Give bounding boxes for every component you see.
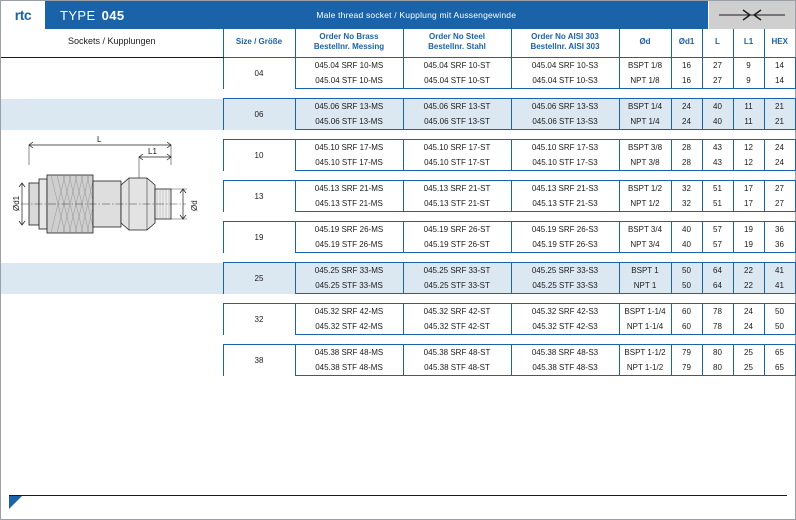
cell-order-brass: 045.38 SRF 48-MS xyxy=(295,345,403,361)
dimension-label-l1: L1 xyxy=(148,147,157,156)
cell-od: NPT 3/8 xyxy=(619,155,671,171)
page-title xyxy=(46,1,124,29)
cell-l1: 9 xyxy=(733,73,764,89)
cell-order-aisi: 045.06 STF 13-S3 xyxy=(511,114,619,130)
row-spacer xyxy=(1,335,795,345)
dimension-label-od1: Ød1 xyxy=(12,195,21,211)
product-drawing xyxy=(11,131,221,261)
cell-order-brass: 045.32 STF 42-MS xyxy=(295,319,403,335)
cell-order-steel: 045.19 STF 26-ST xyxy=(403,237,511,253)
cell-hex: 27 xyxy=(764,181,795,197)
cell-hex: 41 xyxy=(764,263,795,279)
column-header-sockets: Sockets / Kupplungen xyxy=(1,29,223,58)
column-header-size: Size / Größe xyxy=(223,29,295,58)
cell-order-aisi: 045.19 STF 26-S3 xyxy=(511,237,619,253)
cell-order-aisi: 045.06 SRF 13-S3 xyxy=(511,99,619,115)
cell-od: BSPT 1/2 xyxy=(619,181,671,197)
cell-l: 40 xyxy=(702,114,733,130)
cell-order-brass: 045.25 SRF 33-MS xyxy=(295,263,403,279)
cell-l: 78 xyxy=(702,304,733,320)
cell-l: 51 xyxy=(702,181,733,197)
cell-size: 32 xyxy=(223,304,295,335)
cell-od: NPT 1/2 xyxy=(619,196,671,212)
column-header-steel-en: Order No Steel xyxy=(428,32,485,41)
cell-order-aisi: 045.38 STF 48-S3 xyxy=(511,360,619,376)
column-header-l1: L1 xyxy=(733,29,764,58)
cell-l1: 24 xyxy=(733,319,764,335)
cell-od: NPT 1-1/2 xyxy=(619,360,671,376)
cell-order-aisi: 045.32 SRF 42-S3 xyxy=(511,304,619,320)
cell-order-brass: 045.04 STF 10-MS xyxy=(295,73,403,89)
cell-l: 57 xyxy=(702,237,733,253)
cell-size: 19 xyxy=(223,222,295,253)
cell-l: 57 xyxy=(702,222,733,238)
cell-hex: 27 xyxy=(764,196,795,212)
cell-l1: 24 xyxy=(733,304,764,320)
table-row xyxy=(1,99,795,115)
column-header-steel xyxy=(403,29,511,58)
column-header-aisi-en: Order No AISI 303 xyxy=(531,32,599,41)
footer-divider xyxy=(9,495,787,496)
cell-order-aisi: 045.04 SRF 10-S3 xyxy=(511,58,619,74)
flow-direction-icon xyxy=(708,1,795,29)
cell-od1: 79 xyxy=(671,345,702,361)
cell-l1: 11 xyxy=(733,114,764,130)
cell-order-aisi: 045.32 STF 42-S3 xyxy=(511,319,619,335)
column-header-steel-de: Bestellnr. Stahl xyxy=(428,42,486,51)
cell-od: BSPT 1-1/2 xyxy=(619,345,671,361)
cell-order-brass: 045.10 STF 17-MS xyxy=(295,155,403,171)
footer-corner-mark xyxy=(9,496,22,509)
cell-od: NPT 1-1/4 xyxy=(619,319,671,335)
cell-order-brass: 045.06 SRF 13-MS xyxy=(295,99,403,115)
cell-od1: 32 xyxy=(671,181,702,197)
cell-od1: 50 xyxy=(671,263,702,279)
cell-l1: 25 xyxy=(733,360,764,376)
cell-order-brass: 045.25 STF 33-MS xyxy=(295,278,403,294)
cell-od1: 32 xyxy=(671,196,702,212)
cell-hex: 36 xyxy=(764,222,795,238)
cell-order-brass: 045.04 SRF 10-MS xyxy=(295,58,403,74)
cell-hex: 14 xyxy=(764,73,795,89)
cell-order-brass: 045.06 STF 13-MS xyxy=(295,114,403,130)
cell-l1: 19 xyxy=(733,237,764,253)
cell-od1: 60 xyxy=(671,304,702,320)
type-word: TYPE xyxy=(60,7,96,23)
cell-hex: 14 xyxy=(764,58,795,74)
cell-order-steel: 045.32 SRF 42-ST xyxy=(403,304,511,320)
cell-od: NPT 1/8 xyxy=(619,73,671,89)
drawing-spacer-cell xyxy=(1,345,223,376)
cell-order-steel: 045.25 SRF 33-ST xyxy=(403,263,511,279)
cell-l1: 9 xyxy=(733,58,764,74)
cell-od: NPT 3/4 xyxy=(619,237,671,253)
dimension-label-od: Ød xyxy=(190,200,199,211)
drawing-spacer-cell xyxy=(1,304,223,335)
cell-od: BSPT 1/8 xyxy=(619,58,671,74)
cell-order-brass: 045.13 STF 21-MS xyxy=(295,196,403,212)
cell-order-steel: 045.10 SRF 17-ST xyxy=(403,140,511,156)
cell-order-steel: 045.25 STF 33-ST xyxy=(403,278,511,294)
cell-od1: 79 xyxy=(671,360,702,376)
column-header-brass-de: Bestellnr. Messing xyxy=(313,42,385,51)
column-header-hex: HEX xyxy=(764,29,795,58)
cell-order-aisi: 045.38 SRF 48-S3 xyxy=(511,345,619,361)
cell-order-steel: 045.38 STF 48-ST xyxy=(403,360,511,376)
cell-hex: 50 xyxy=(764,319,795,335)
cell-od: BSPT 1-1/4 xyxy=(619,304,671,320)
cell-order-aisi: 045.25 SRF 33-S3 xyxy=(511,263,619,279)
cell-hex: 24 xyxy=(764,140,795,156)
cell-l: 40 xyxy=(702,99,733,115)
cell-order-steel: 045.38 SRF 48-ST xyxy=(403,345,511,361)
table-row xyxy=(1,58,795,74)
drawing-spacer-cell xyxy=(1,263,223,294)
table-row xyxy=(1,304,795,320)
column-header-aisi xyxy=(511,29,619,58)
cell-od: BSPT 3/4 xyxy=(619,222,671,238)
cell-od1: 50 xyxy=(671,278,702,294)
cell-l1: 25 xyxy=(733,345,764,361)
cell-l: 78 xyxy=(702,319,733,335)
column-header-od: Ød xyxy=(619,29,671,58)
cell-od1: 40 xyxy=(671,237,702,253)
cell-order-steel: 045.32 STF 42-ST xyxy=(403,319,511,335)
cell-size: 06 xyxy=(223,99,295,130)
cell-od1: 60 xyxy=(671,319,702,335)
flow-direction-glyph xyxy=(717,8,787,22)
cell-order-aisi: 045.13 STF 21-S3 xyxy=(511,196,619,212)
cell-order-brass: 045.19 SRF 26-MS xyxy=(295,222,403,238)
cell-order-brass: 045.10 SRF 17-MS xyxy=(295,140,403,156)
cell-l: 43 xyxy=(702,155,733,171)
cell-hex: 36 xyxy=(764,237,795,253)
column-header-od1: Ød1 xyxy=(671,29,702,58)
cell-order-steel: 045.13 SRF 21-ST xyxy=(403,181,511,197)
cell-hex: 65 xyxy=(764,345,795,361)
cell-l1: 12 xyxy=(733,155,764,171)
cell-order-aisi: 045.13 SRF 21-S3 xyxy=(511,181,619,197)
row-spacer xyxy=(1,89,795,99)
cell-l: 64 xyxy=(702,278,733,294)
coupling-drawing-svg xyxy=(11,131,221,261)
cell-order-steel: 045.10 STF 17-ST xyxy=(403,155,511,171)
cell-hex: 24 xyxy=(764,155,795,171)
cell-l: 51 xyxy=(702,196,733,212)
cell-l1: 22 xyxy=(733,278,764,294)
cell-od1: 24 xyxy=(671,114,702,130)
cell-l1: 11 xyxy=(733,99,764,115)
cell-l: 64 xyxy=(702,263,733,279)
cell-order-aisi: 045.25 STF 33-S3 xyxy=(511,278,619,294)
cell-order-steel: 045.19 SRF 26-ST xyxy=(403,222,511,238)
cell-hex: 65 xyxy=(764,360,795,376)
cell-od1: 24 xyxy=(671,99,702,115)
cell-size: 10 xyxy=(223,140,295,171)
cell-od: NPT 1 xyxy=(619,278,671,294)
cell-od1: 28 xyxy=(671,140,702,156)
cell-od: BSPT 1/4 xyxy=(619,99,671,115)
column-header-l: L xyxy=(702,29,733,58)
column-header-aisi-de: Bestellnr. AISI 303 xyxy=(530,42,600,51)
cell-hex: 50 xyxy=(764,304,795,320)
drawing-spacer-cell xyxy=(1,58,223,89)
column-header-brass xyxy=(295,29,403,58)
cell-order-brass: 045.38 STF 48-MS xyxy=(295,360,403,376)
cell-order-brass: 045.32 SRF 42-MS xyxy=(295,304,403,320)
cell-order-steel: 045.13 STF 21-ST xyxy=(403,196,511,212)
cell-l1: 17 xyxy=(733,196,764,212)
cell-l1: 19 xyxy=(733,222,764,238)
header-subtitle: Male thread socket / Kupplung mit Aussengewinde xyxy=(316,10,517,20)
table-header-row xyxy=(1,29,795,58)
cell-l1: 12 xyxy=(733,140,764,156)
cell-l: 80 xyxy=(702,345,733,361)
cell-order-steel: 045.04 SRF 10-ST xyxy=(403,58,511,74)
cell-l: 27 xyxy=(702,58,733,74)
cell-hex: 41 xyxy=(764,278,795,294)
cell-l1: 17 xyxy=(733,181,764,197)
cell-order-steel: 045.06 STF 13-ST xyxy=(403,114,511,130)
brand-logo-text: rtc xyxy=(14,7,32,23)
cell-order-brass: 045.13 SRF 21-MS xyxy=(295,181,403,197)
cell-order-steel: 045.04 STF 10-ST xyxy=(403,73,511,89)
row-spacer xyxy=(1,294,795,304)
table-row xyxy=(1,263,795,279)
cell-od1: 28 xyxy=(671,155,702,171)
cell-size: 25 xyxy=(223,263,295,294)
dimension-label-l: L xyxy=(97,135,102,144)
cell-l: 27 xyxy=(702,73,733,89)
cell-od: NPT 1/4 xyxy=(619,114,671,130)
cell-l: 80 xyxy=(702,360,733,376)
brand-logo xyxy=(1,1,46,29)
cell-od: BSPT 1 xyxy=(619,263,671,279)
drawing-spacer-cell xyxy=(1,99,223,130)
cell-size: 13 xyxy=(223,181,295,212)
table-row xyxy=(1,345,795,361)
cell-hex: 21 xyxy=(764,99,795,115)
type-number: 045 xyxy=(101,7,125,23)
cell-od1: 16 xyxy=(671,58,702,74)
header-bar xyxy=(1,1,795,29)
cell-order-aisi: 045.19 SRF 26-S3 xyxy=(511,222,619,238)
cell-order-brass: 045.19 STF 26-MS xyxy=(295,237,403,253)
cell-order-aisi: 045.10 SRF 17-S3 xyxy=(511,140,619,156)
cell-od1: 16 xyxy=(671,73,702,89)
cell-order-aisi: 045.04 STF 10-S3 xyxy=(511,73,619,89)
cell-l: 43 xyxy=(702,140,733,156)
cell-order-aisi: 045.10 STF 17-S3 xyxy=(511,155,619,171)
cell-order-steel: 045.06 SRF 13-ST xyxy=(403,99,511,115)
column-header-brass-en: Order No Brass xyxy=(319,32,379,41)
cell-size: 04 xyxy=(223,58,295,89)
cell-hex: 21 xyxy=(764,114,795,130)
cell-od1: 40 xyxy=(671,222,702,238)
cell-l1: 22 xyxy=(733,263,764,279)
cell-od: BSPT 3/8 xyxy=(619,140,671,156)
cell-size: 38 xyxy=(223,345,295,376)
